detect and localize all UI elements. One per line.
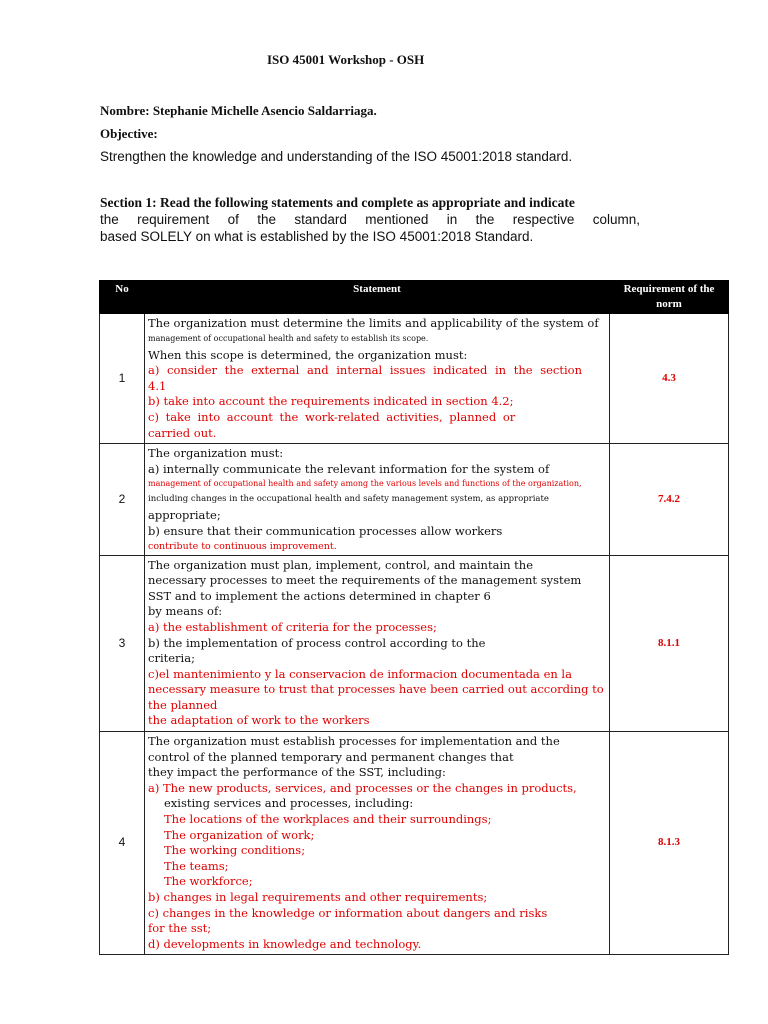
objective-text: Strengthen the knowledge and understanding of the ISO 45001:2018 standard. bbox=[100, 149, 573, 164]
requirement-cell: 8.1.3 bbox=[610, 732, 729, 955]
requirement-cell: 7.4.2 bbox=[610, 444, 729, 555]
answer-line: the planned bbox=[148, 697, 218, 712]
objective-label: Objective: bbox=[100, 126, 158, 141]
answer-line: The working conditions; bbox=[164, 843, 306, 858]
answer-line: The workforce; bbox=[164, 874, 253, 889]
answer-line: b) changes in legal requirements and other requirements; bbox=[148, 890, 488, 904]
answer-line: management of occupational health and safety among the various levels and functions of the organization, bbox=[148, 479, 582, 489]
row-number: 1 bbox=[100, 314, 145, 444]
statement-line: SST and to implement the actions determined in chapter 6 bbox=[148, 588, 491, 603]
table-row bbox=[100, 444, 729, 555]
statement-line: including changes in the occupational health and safety management system, as appropriate bbox=[148, 494, 549, 505]
answer-line: 4.1 bbox=[148, 378, 167, 393]
table-row bbox=[100, 555, 729, 732]
header-statement: Statement bbox=[145, 281, 610, 314]
page-title: ISO 45001 Workshop - OSH bbox=[267, 52, 425, 67]
requirements-table bbox=[99, 280, 729, 955]
answer-line: a) The new products, services, and processes or the changes in products, bbox=[148, 780, 577, 795]
answer-line: a) the establishment of criteria for the processes; bbox=[148, 619, 437, 634]
answer-line: d) developments in knowledge and technology. bbox=[148, 936, 422, 951]
statement-line: The organization must: bbox=[148, 446, 284, 461]
statement-line: existing services and processes, including: bbox=[164, 796, 414, 811]
statement-cell bbox=[145, 314, 610, 444]
statement-line: b) ensure that their communication processes allow workers bbox=[148, 523, 503, 538]
statement-line: a) internally communicate the relevant information for the system of bbox=[148, 461, 550, 476]
statement-line: The organization must plan, implement, control, and maintain the bbox=[148, 557, 534, 572]
answer-line: carried out. bbox=[148, 425, 217, 440]
answer-line: c) changes in the knowledge or information about dangers and risks bbox=[148, 905, 548, 920]
answer-line: c) take into account the work-related activities, planned or bbox=[148, 409, 516, 424]
row-number: 2 bbox=[100, 444, 145, 555]
answer-line: The organization of work; bbox=[164, 827, 315, 842]
statement-line: by means of: bbox=[148, 604, 223, 619]
table-row bbox=[100, 314, 729, 444]
statement-line: The organization must establish processes for implementation and the bbox=[148, 734, 560, 749]
answer-line: a) consider the external and internal issues indicated in the section bbox=[148, 363, 582, 378]
section-heading: Section 1: Read the following statements and complete as appropriate and indicate bbox=[100, 195, 575, 210]
table-header-row bbox=[100, 281, 729, 314]
section-line-2: the requirement of the standard mentioned in the respective column, bbox=[100, 212, 640, 227]
section-instructions bbox=[100, 194, 640, 245]
statement-line: appropriate; bbox=[148, 508, 221, 523]
row-number: 3 bbox=[100, 555, 145, 732]
table-row bbox=[100, 732, 729, 955]
statement-line: b) the implementation of process control according to the bbox=[148, 635, 486, 650]
section-line-3: based SOLELY on what is established by the ISO 45001:2018 Standard. bbox=[100, 229, 534, 244]
answer-line: for the sst; bbox=[148, 921, 212, 936]
statement-line: necessary processes to meet the requirements of the management system bbox=[148, 573, 582, 588]
statement-line: The organization must determine the limits and applicability of the system of bbox=[148, 316, 599, 330]
student-name: Nombre: Stephanie Michelle Asencio Saldarriaga. bbox=[100, 103, 377, 118]
answer-line: c)el mantenimiento y la conservacion de informacion documentada en la bbox=[148, 666, 572, 681]
answer-line: The locations of the workplaces and their surroundings; bbox=[164, 812, 492, 827]
answer-line: necessary measure to trust that processes have been carried out according to bbox=[148, 682, 604, 697]
statement-cell bbox=[145, 732, 610, 955]
statement-line: management of occupational health and safety to establish its scope. bbox=[148, 333, 429, 343]
statement-cell bbox=[145, 555, 610, 732]
header-requirement: Requirement of the norm bbox=[610, 281, 729, 314]
statement-line: criteria; bbox=[148, 651, 195, 666]
statement-line: When this scope is determined, the organization must: bbox=[148, 347, 468, 362]
statement-cell bbox=[145, 444, 610, 555]
answer-line: contribute to continuous improvement. bbox=[148, 540, 337, 552]
requirement-cell: 4.3 bbox=[610, 314, 729, 444]
answer-line: the adaptation of work to the workers bbox=[148, 713, 370, 728]
answer-line: b) take into account the requirements indicated in section 4.2; bbox=[148, 394, 514, 409]
row-number: 4 bbox=[100, 732, 145, 955]
requirement-cell: 8.1.1 bbox=[610, 555, 729, 732]
statement-line: they impact the performance of the SST, including: bbox=[148, 765, 446, 780]
answer-line: The teams; bbox=[164, 858, 229, 873]
statement-line: control of the planned temporary and permanent changes that bbox=[148, 749, 514, 764]
header-no: No bbox=[100, 281, 145, 314]
